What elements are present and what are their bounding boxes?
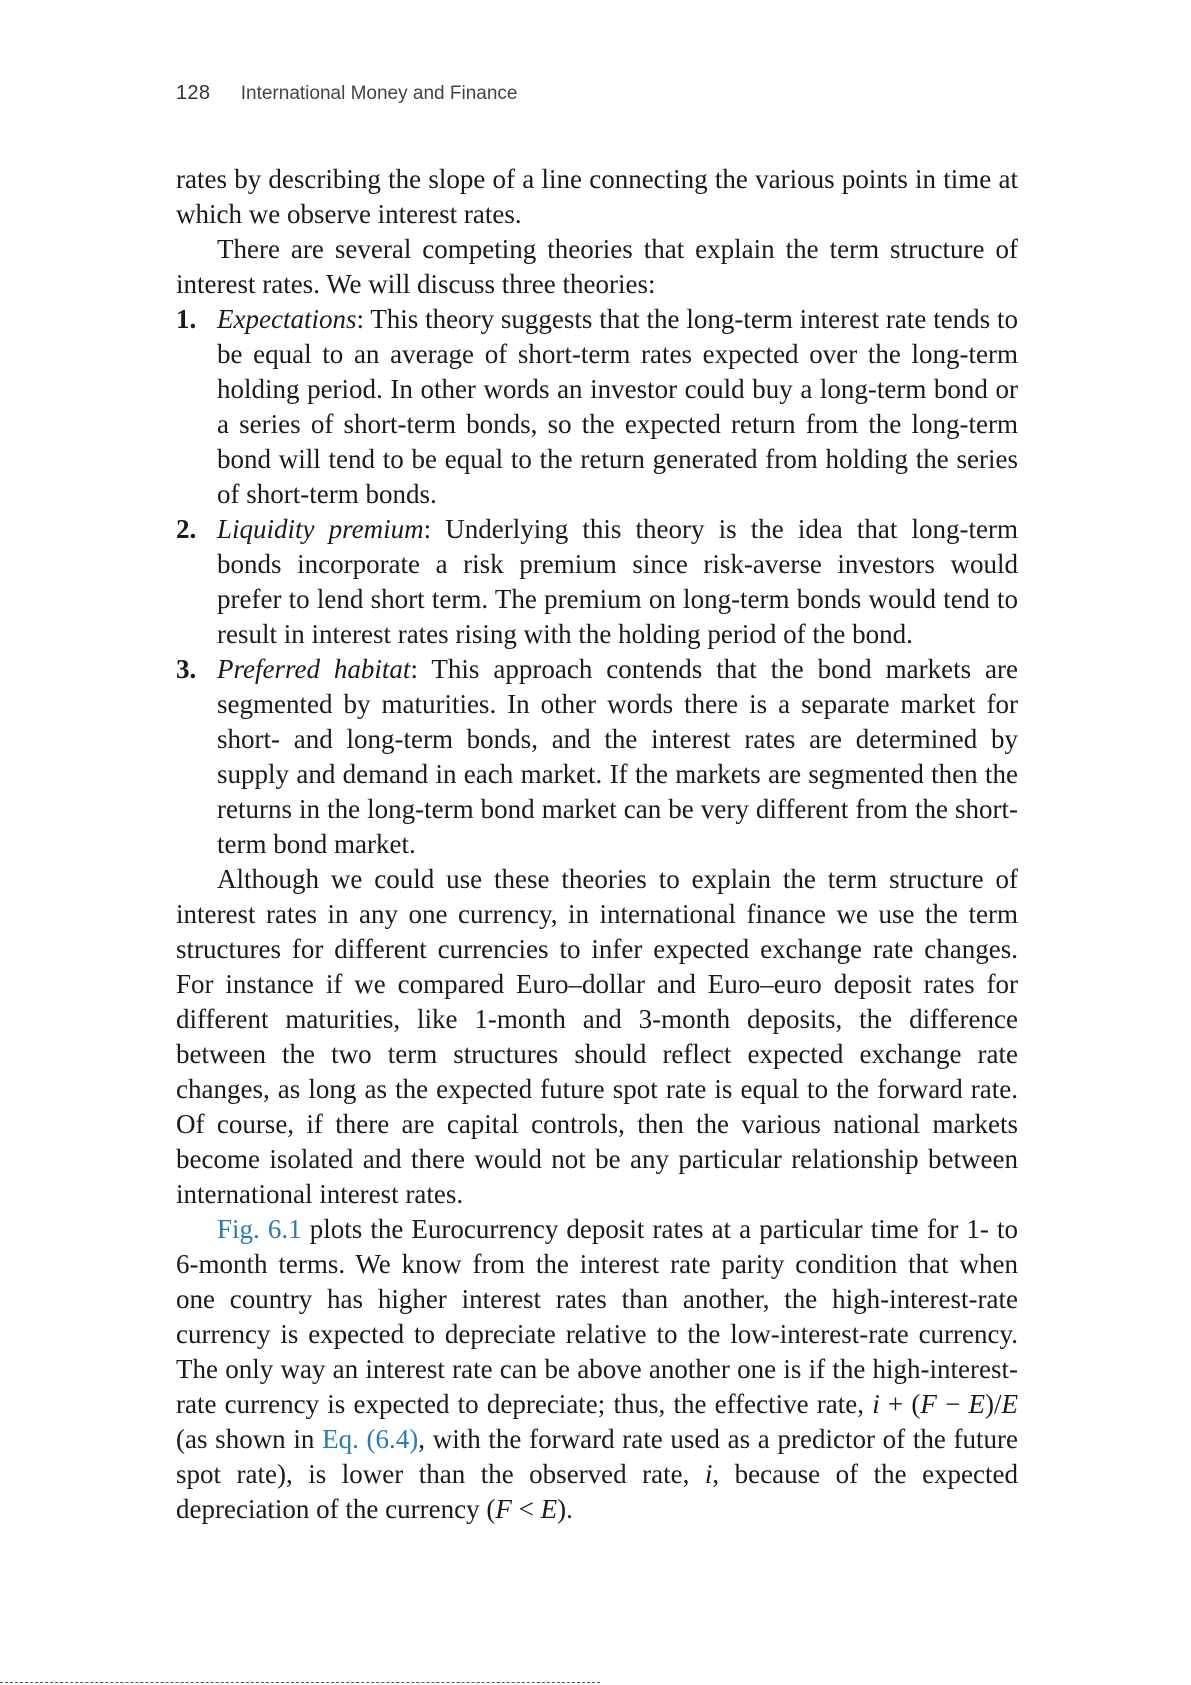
paragraph-international-term-structures: Although we could use these theories to explain the term structure of interest rates in any one currency, in international finance we use the term structures for different currencies to infer expected exchange rate changes. For instance if we compared Euro–dollar and Euro–euro deposit rates for different maturities, like 1-month and 3-month deposits, the difference between the two term structures should reflect expected exchange rate changes, as long as the expected future spot rate is equal to the forward rate. Of course, if there are capital controls, then the various national markets become isolated and there would not be any particular relationship between international interest rates.: [176, 864, 1018, 1209]
equation-link[interactable]: Eq. (6.4): [322, 1424, 419, 1454]
text-segment: <: [511, 1494, 541, 1524]
list-item-liquidity-premium: [176, 512, 1018, 652]
list-number: 2.: [176, 514, 197, 544]
list-number: 3.: [176, 654, 197, 684]
text-segment: , because of the expected depreciation of the currency (: [176, 1459, 1019, 1524]
list-separator: :: [410, 654, 432, 684]
text-segment: ).: [557, 1494, 573, 1524]
text-segment: (as shown in: [176, 1424, 323, 1454]
paragraph-theories-intro: There are several competing theories that explain the term structure of interest rates. We will discuss three theories:: [176, 234, 1018, 299]
running-title: International Money and Finance: [240, 83, 518, 104]
text-segment: )/: [985, 1389, 1002, 1419]
page-header: [176, 82, 517, 105]
math-variable: F: [495, 1494, 512, 1524]
theories-list: [176, 302, 1018, 862]
list-text: This approach contends that the bond markets are segmented by maturities. In other words there is a separate market for short- and long-term bonds, and the interest rates are determined by supply and demand in each market. If the markets are segmented then the returns in the long-term bond market can be very different from the short-term bond market.: [217, 654, 1019, 859]
page-number: 128: [176, 82, 211, 104]
list-text: This theory suggests that the long-term interest rate tends to be equal to an average of short-term rates expected over the long-term holding period. In other words an investor could buy a long-term bond or a series of short-term bonds, so the expected return from the long-term bond will tend to be equal to the return generated from holding the series of short-term bonds.: [217, 304, 1019, 509]
list-number: 1.: [176, 304, 197, 334]
list-term: Preferred habitat: [217, 654, 411, 684]
page-body: [176, 162, 1018, 1527]
text-segment: , with the forward rate used as a predictor of the future spot rate), is lower than the observed rate,: [176, 1424, 1018, 1489]
list-text: Underlying this theory is the idea that long-term bonds incorporate a risk premium since risk-averse investors would prefer to lend short term. The premium on long-term bonds would tend to result in interest rates rising with the holding period of the bond.: [217, 514, 1018, 649]
paragraph-continuation: rates by describing the slope of a line connecting the various points in time at which we observe interest rates.: [176, 164, 1018, 229]
list-term: Liquidity premium: [217, 514, 424, 544]
math-variable: E: [540, 1494, 558, 1524]
list-item-expectations: [176, 302, 1018, 512]
list-separator: :: [356, 304, 371, 334]
math-variable: E: [968, 1389, 985, 1419]
list-term: Expectations: [217, 304, 357, 334]
paragraph-eurocurrency-rates: [176, 1212, 1018, 1527]
list-separator: :: [423, 514, 446, 544]
math-variable: i: [704, 1459, 713, 1489]
math-variable: F: [920, 1389, 937, 1419]
text-segment: + (: [879, 1389, 921, 1419]
math-variable: E: [1001, 1389, 1018, 1419]
list-item-preferred-habitat: [176, 652, 1018, 862]
figure-link[interactable]: Fig. 6.1: [217, 1214, 302, 1244]
text-segment: −: [936, 1389, 969, 1419]
footer-rule: [0, 1682, 600, 1683]
math-variable: i: [872, 1389, 880, 1419]
text-segment: plots the Eurocurrency deposit rates at a particular time for 1- to 6-month terms. We know from the interest rate parity condition that when one country has higher interest rates than another, the high-interest-rate currency is expected to depreciate relative to the low-interest-rate currency. The only way an interest rate can be above another one is if the high-interest-rate currency is expected to depreciate; thus, the effective rate,: [176, 1214, 1018, 1419]
